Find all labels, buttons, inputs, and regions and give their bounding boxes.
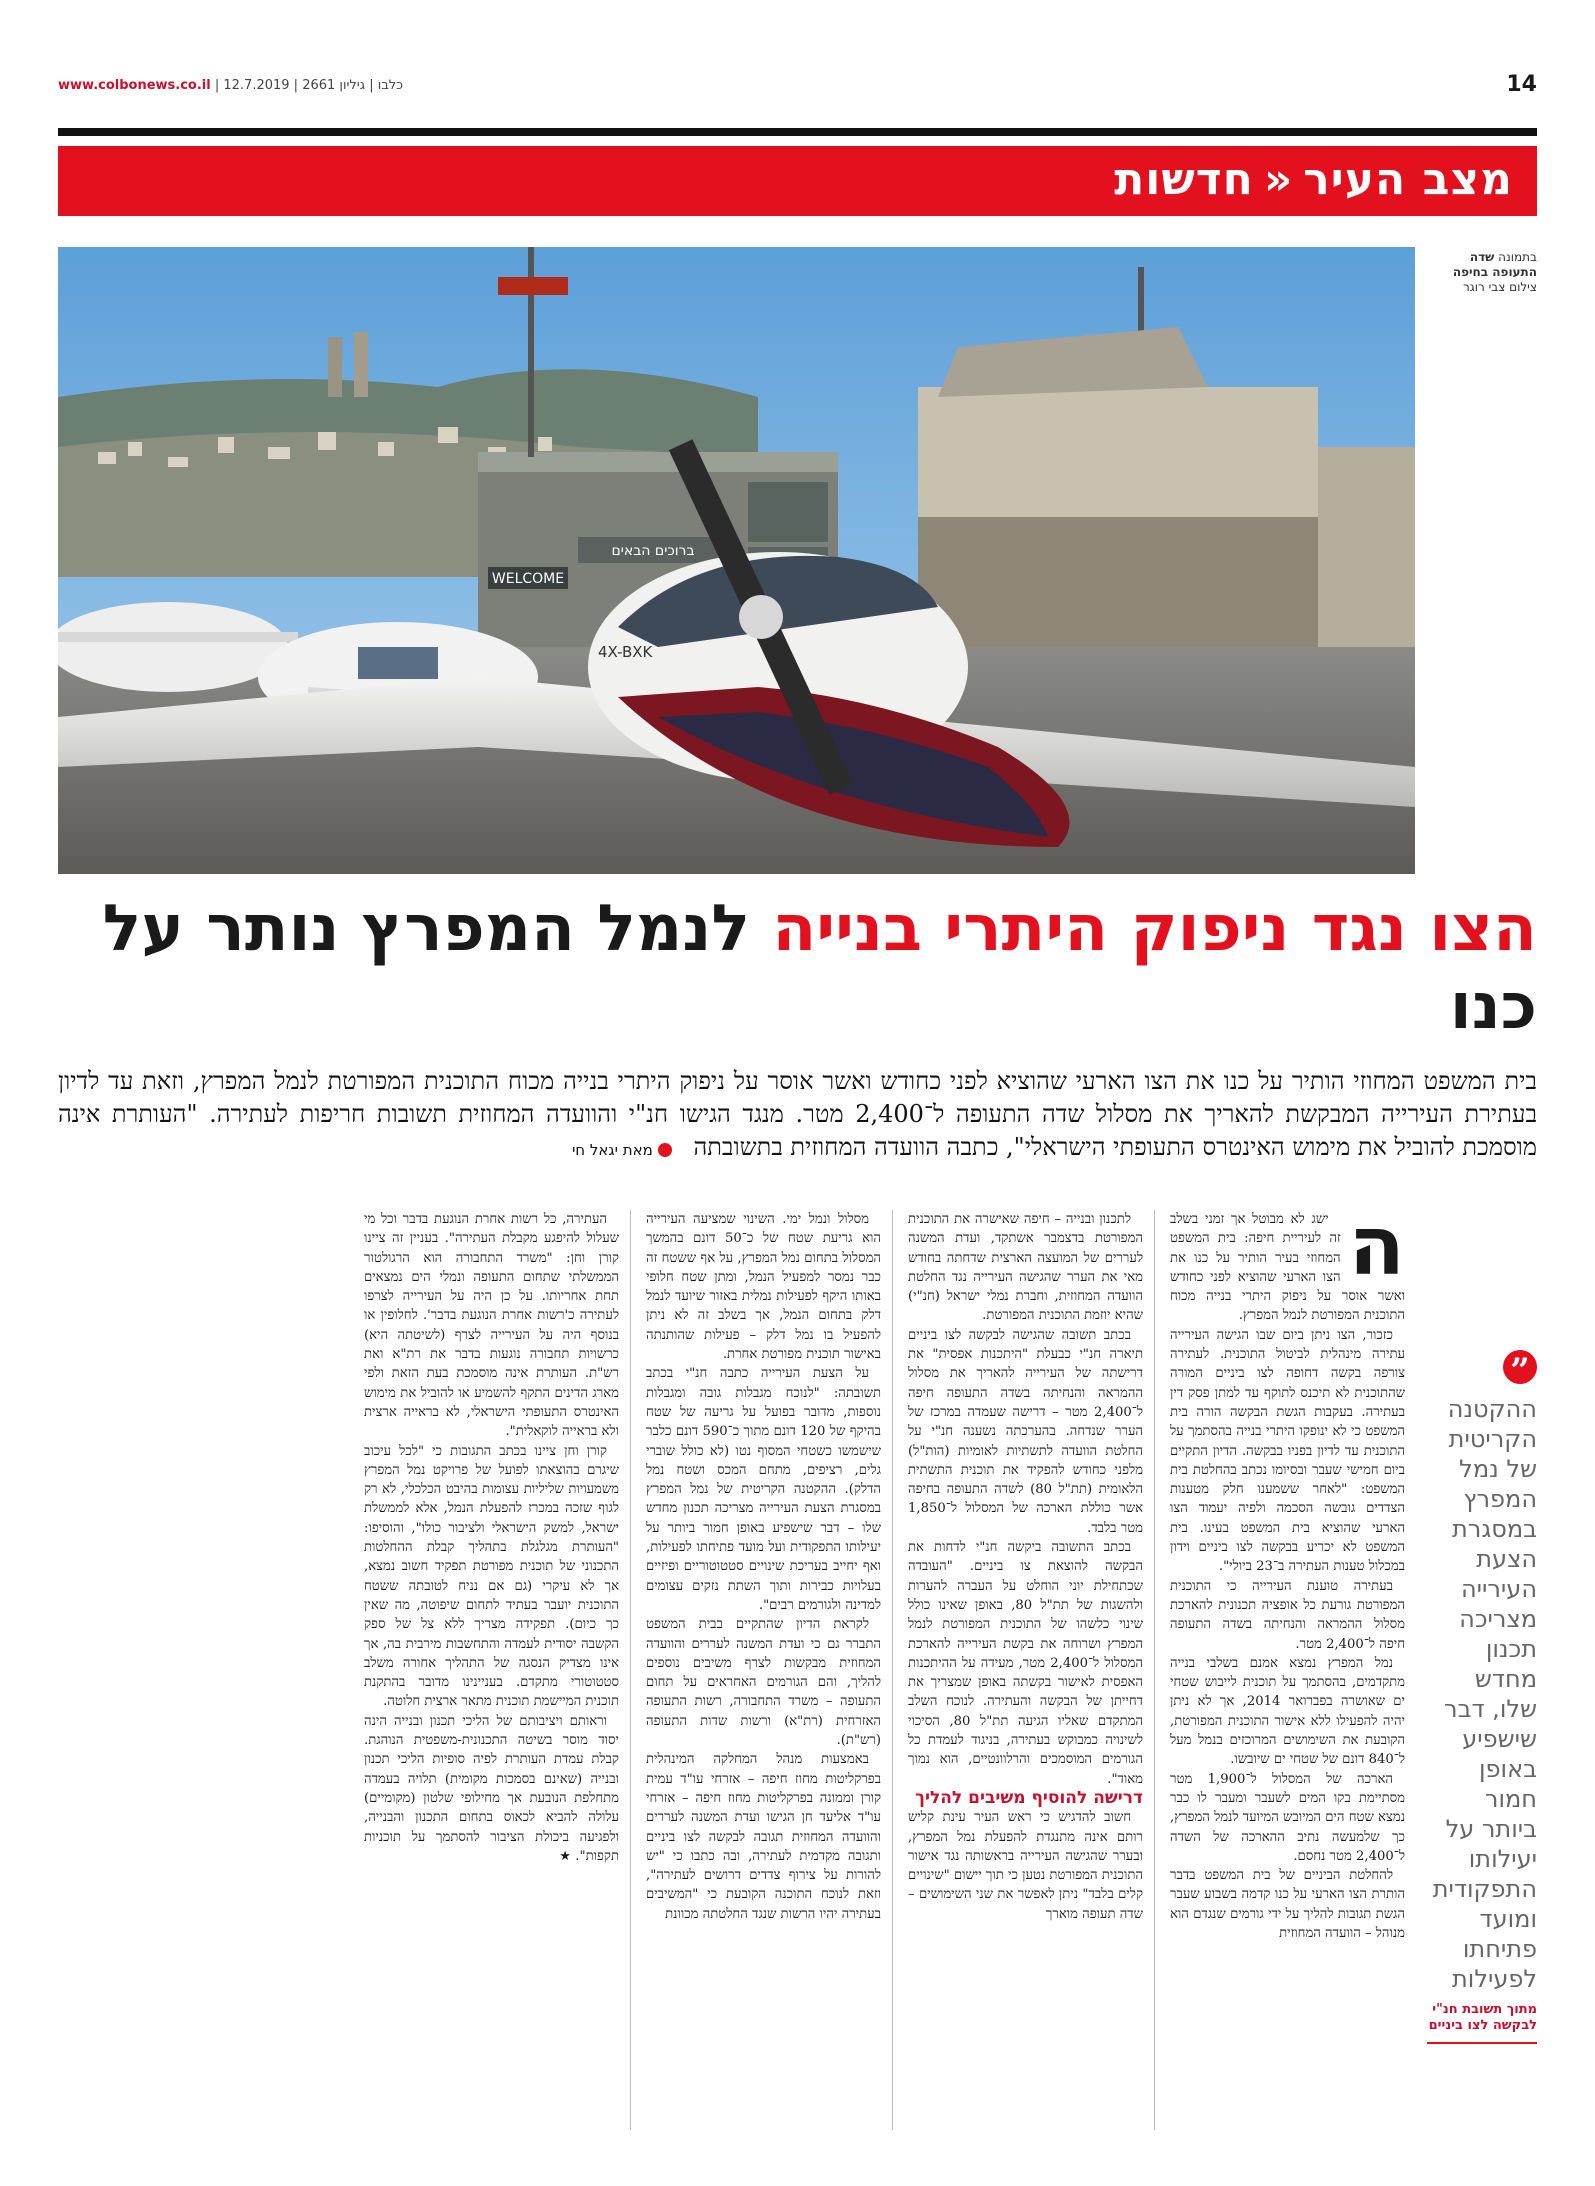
paragraph: חשוב להדגיש כי ראש העיר עינת קליש רותם אינה מתנגדת להפעלת נמל המפרץ, ובערר שהגישה העירייה בראשותה נגד אישור התוכנית המפורטת נטען כי תוך יישום "שינויים קלים בלבד" ניתן לאפשר את שני השימושים – שדה תעופה מוארך	[908, 1810, 1143, 1922]
photo-caption	[1437, 250, 1537, 295]
tower-left	[328, 337, 342, 397]
paragraph: בכתב תשובה שהגישה לבקשה לצו ביניים תיארה חנ"י כבעלת "היתכנות אפסית" את דרישתה של העירייה להאריך את מסלול ההמראה והנחיתה בשדה התעופה חיפה ל־2,400 מטר – דרישה שעמדה במרכז של הערר שנדחה. בהערכתה נשענה חנ"י על החלטת הוועדה לתשתיות לאומיות (הות"ל) מלפני כחודש להפקיד את תוכנית התשתית הלאומית (תת"ל 80) לשדה התעופה בחיפה אשר כוללת הארכה של המסלול ל־1,850 מטר בלבד.	[908, 1327, 1143, 1536]
article-photo	[58, 247, 1415, 874]
section-sub: חדשות	[1114, 154, 1254, 205]
paragraph: וראותם ויציבותם של הליכי תכנון ובנייה הינה יסוד מוסר בשיטה התכנונית-משפטית הנוהגת. קבלת עמדת העותרת לפיה סופיות הליכי תכנון ובנייה (שאינם בסמכות מקומית) תלויה בעמדה מתחלפת הנובעת אך מחילופי שלטון (מקומיים) עלולה להביא לכאוס בתחום התכנון והבנייה, ולפגיעה ביכולת הציבור להסתמך על תוכניות תקפות". ★	[364, 1713, 619, 1864]
column-divider	[630, 1210, 631, 2130]
article-column-3	[646, 1210, 881, 2130]
paragraph: העתירה, כל רשות אחרת הנוגעת בדבר וכל מי שעלול להיפגע מקבלת העתירה". בעניין זה ציינו קורן וחן: "משרד התחבורה הוא הרגולטור הממשלתי שתחום התעופה ונמלי הים נמצאים תחת אחריותו. על כן היה על העירייה לצרפו לעתירה כ'רשות אחרת הנוגעת בדבר'. לחלופין או בנוסף היה על העירייה לצרף (לשיטתה היא) כרשויות תחבורה נוגעות בדבר את רת"א ואת רש"ת. העותרת אינה מוסמכת בעת הזאת ולפי מארג הדינים התקף להשמיע או להוביל את מימוש האינטרס התעופתי הישראלי, לא בראייה ארצית ולא בראייה לוקאלית".	[364, 1212, 619, 1440]
paragraph: בעתירה טוענת העירייה כי התוכנית המפורטת גורעת כל אופציה תכנונית להארכת מסלול ההמראה והנחיתה בשדה התעופה חיפה ל־2,400 מטר.	[1170, 1578, 1405, 1652]
paragraph: להחלטת הביניים של בית המשפט בדבר הותרת הצו הארעי על כנו קדמה בשבוע שעבר הגשת תגובות להליך על ידי גורמים שנגדם הוא מנוהל – הוועדה המחוזית	[1170, 1868, 1405, 1941]
site-url[interactable]: www.colbonews.co.il	[58, 78, 211, 93]
headline-red: הצו נגד ניפוק היתרי בנייה	[772, 892, 1537, 966]
section-name: מצב העיר	[1303, 154, 1513, 205]
arrow-icon	[658, 1143, 672, 1157]
airfield-illustration	[58, 247, 1415, 874]
double-chevron-icon: «	[1263, 154, 1294, 205]
paragraph: ישג לא מבוטל אך זמני בשלב זה לעיריית חיפה: בית המשפט המחוזי בעיר הותיר על כנו את הצו הארעי שהוציא לפני כחודש ואשר אוסר על ניפוק היתרי בנייה מכוח התוכנית המפורטת לנמל המפרץ.	[1170, 1212, 1405, 1324]
byline-text: מאת יגאל חי	[571, 1141, 653, 1159]
dropcap: ה	[1348, 1210, 1405, 1294]
byline	[572, 1141, 672, 1159]
headline	[58, 890, 1537, 1046]
page-number: 14	[1506, 72, 1537, 97]
paragraph: נמל המפרץ נמצא אמנם בשלבי בנייה מתקדמים, בהסתמך על תוכנית לייבוש שטחי ים שאושרה בפברואר 2014, אך לא ניתן יהיה להפעילו ללא אישור התוכנית המפורטת, הקובעת את השימושים המרוכזים בנמל מעל ל־840 דונם של שטחי ים שיובשו.	[1170, 1655, 1405, 1768]
pull-quote-text: ההקטנה הקריטית של נמל המפרץ במסגרת הצעת העירייה מצריכה תכנון מחדש שלו, דבר שישפיע באופן חמור ביותר על יעילותו התפקודית ומועד פתיחתו לפעילות	[1432, 1395, 1537, 1993]
plane-registration: 4X-BXK	[598, 643, 653, 661]
paragraph: מסלול ונמל ימי. השינוי שמציעה העירייה הוא גריעת שטח של כ־50 דונם בהמשך המסלול בתחום נמל המפרץ, על אף ששטח זה כבר נמסר למפעיל הנמל, ומתן שטח חלופי באותו היקף לפעילות נמלית באזור שיועד לנמל דלק בתחום הנמל, אך בשלב זה לא ניתן להפעיל בו נמל דלק – פעילות שהותנתה באישור תוכנית מפורטת אחרת.	[646, 1212, 881, 1363]
subheading: דרישה להוסיף משיבים להליך	[915, 1787, 1143, 1808]
welcome-sign: WELCOME	[491, 571, 565, 587]
paragraph: הארכה של המסלול ל־1,900 מטר מסתיימת בקו המים לשעבר ומעבר לו כבר נמצא שטח הים המיובש המיועד לנמל המפרץ, כך שלמעשה נתיב ההארכה של השדה ל־2,400 מטר נחסם.	[1170, 1771, 1405, 1864]
paragraph: לתכנון ובנייה – חיפה שאישרה את התוכנית המפורטת בדצמבר אשתקד, ועדת המשנה לעררים של המועצה הארצית שדחתה בחודש מאי את הערר שהגישה העירייה נגד החלטת הוועדה המחוזית, וחברת נמלי ישראל (חנ"י) שהיא יוזמת התוכנית המפורטת.	[908, 1212, 1143, 1324]
pull-quote	[1427, 1350, 1537, 2044]
pull-quote-rule	[1427, 2042, 1537, 2044]
paragraph: כזכור, הצו ניתן ביום שבו הגישה העירייה עתירה מינהלית לביטול התוכנית. לעתירה צורפה בקשה דחופה לצו ביניים המורה שהתוכנית לא תיכנס לתוקף עד למתן פסק דין בעתירה. בעקבות הגשת הבקשה הורה בית המשפט כי לא ינופקו היתרי בנייה בהסתמך על התוכנית עד לדיון בפניו בבקשה. הדיון התקיים ביום חמישי שעבר ובסיומו נכתב בהחלטת בית המשפט: "לאחר ששמענו חלק מטענות הצדדים גובשה הסכמה ולפיה יעמוד הצו הארעי שהוציא בית המשפט בעינו. בית המשפט לא יכריע בבקשה לצו ביניים וידון במכלול טענות העתירה ב־23 ביולי".	[1170, 1327, 1405, 1575]
section-title	[1114, 154, 1513, 205]
paragraph: באמצעות מנהל המחלקה המינהלית בפרקליטות מחוז חיפה – אזרחי עו"ד עמית קורן וממונה בפרקליטות מחוז חיפה – אזרחי עו"ד אליעד חן הגישו ועדת המשנה לעררים והוועדה המחוזית תגובה לבקשה לצו ביניים ותגובה מקדמית לעתירה, ובה כתבו כי "יש להורות על צירוף צדדים דרושים לעתירה", וזאת לנוכח התוכנה הקובעת כי "המשיבים בעתירה יהיו הרשות שנגד החלטתה מכוונת	[646, 1752, 881, 1922]
header-rule	[58, 128, 1537, 136]
article-column-2	[908, 1210, 1143, 2130]
hebrew-sign: ברוכים הבאים	[611, 543, 695, 559]
article-column-1	[1170, 1210, 1405, 2130]
quote-icon: ”	[1503, 1350, 1537, 1384]
article-column-4	[364, 1210, 619, 2130]
lead-paragraph	[58, 1065, 1537, 1167]
pull-quote-source: מתוך תשובת חנ"י לבקשה לצו ביניים	[1428, 2002, 1537, 2033]
column-divider	[892, 1210, 893, 2130]
page-folio	[58, 74, 1537, 102]
lead-text: בית המשפט המחוזי הותיר על כנו את הצו הארעי שהוציא לפני כחודש ואשר אוסר על ניפוק היתרי בנייה מכוח התוכנית המפורטת לנמל המפרץ, וזאת עד לדיון בעתירת העירייה המבקשת להאריך את מסלול שדה התעופה ל־2,400 מטר. מנגד הגישו חנ"י והוועדה המחוזית תשובות חריפות לעתירה. "העותרת אינה מוסמכת להוביל את מימוש האינטרס התעופתי הישראלי", כתבה הוועדה המחוזית בתשובתה	[58, 1067, 1538, 1161]
caption-label: בתמונה	[1498, 250, 1537, 264]
paragraph: על הצעת העירייה כתבה חנ"י בכתב תשובתה: "לנוכח מגבלות גובה ומגבלות נוספות, מדובר בפועל על גריעה של שטח בהיקף של 120 דונם מתוך כ־590 דונם כלבר שישמשו כשטחי המסוף נטו (לא כולל שוברי גלים, רציפים, מתחם המכס ושטח נמל הדלק). ההקטנה הקריטית של נמל המפרץ במסגרת הצעת העירייה מצריכה תכנון מחדש שלו – דבר שישפיע באופן חמור ביותר על יעילותו התפקודית ועל מועד פתיחתו לפעילות, ואף יחייב בעריכת שינויים סטטוטוריים ופיזיים בעלויות כבירות ותוך השתת נזקים עצומים למדינה ולגורמים רבים".	[646, 1366, 881, 1613]
caption-title: שדה התעופה בחיפה	[1452, 250, 1537, 279]
folio-info	[58, 78, 403, 93]
headline-black: לנמל המפרץ נותר על כנו	[102, 892, 1537, 1044]
paper-info: | כלבו | גיליון 2661 | 12.7.2019	[214, 78, 404, 93]
paragraph: בכתב התשובה ביקשה חנ"י לדחות את הבקשה להוצאת צו ביניים. "העובדה שכתחילת יוני הוחלט על העברה להערות ולהשגות של תת"ל 80, באופן שאינו כולל שינוי כלשהו של התוכנית המפורטת לנמל המפרץ ושרוחה את בקשת העירייה להארכת המסלול ל־2,400 מטר, מעידה על ההיתכנות האפסית לאישור בקשתה באופן שמצריך את דחייתן של הבקשה והעתירה. לנוכח השלב המתקדם שאליו הגיעה תת"ל 80, הסיכוי לשינויה כמבוקש בעתירה, בניגוד לעמדת כל הגורמים המוסמכים והרלוונטיים, הוא נמוך מאוד".	[908, 1540, 1143, 1787]
caption-credit: צילום צבי רוגר	[1463, 280, 1537, 294]
section-banner	[58, 146, 1537, 216]
paragraph: לקראת הדיון שהתקיים בבית המשפט התברר גם כי ועדת המשנה לעררים והוועדה המחוזית מבקשות לצרף משיבים נוספים להליך, והם הגורמים האחראים על תחום התעופה – משרד התחבורה, רשות התעופה האזרחית (רת"א) ורשות שדות התעופה (רש"ת).	[646, 1617, 881, 1749]
paragraph: קורן וחן ציינו בכתב התגובות כי "לכל עיכוב שיגרם בהוצאתו לפועל של פרויקט נמל המפרץ משמעויות שליליות עצומות בהיבט הכלכלי, לא רק לגוף שזכה במכרז להפעלת הנמל, אלא לממשלת ישראל, למשק הישראלי ולציבור כולו", והוסיפו: "העותרת מגלגלת בתהליך קבלת ההחלטות התכנוני של תוכנית מפורטת תפקיד חשוב נמצא, אך לא עיקרי (גם אם נניח לטובתה ששטח התוכנית יועבר בעתיד לתחום שיפוטה, מה שאין כך כיום). תפקידה מצריך ללא צל של ספק הקשבה יסודית לעמדה והתחשבות מירבית בה, אך אינו מצדיק הנסגה של התהליך אחורה משלב סטטוטורי מתקדם. בעניינינו מדובר בהתקנת תוכנית המיישמת תוכנית מתאר ארצית חלוטה.	[364, 1443, 619, 1710]
tower-right	[354, 332, 368, 397]
column-divider	[1154, 1210, 1155, 2130]
